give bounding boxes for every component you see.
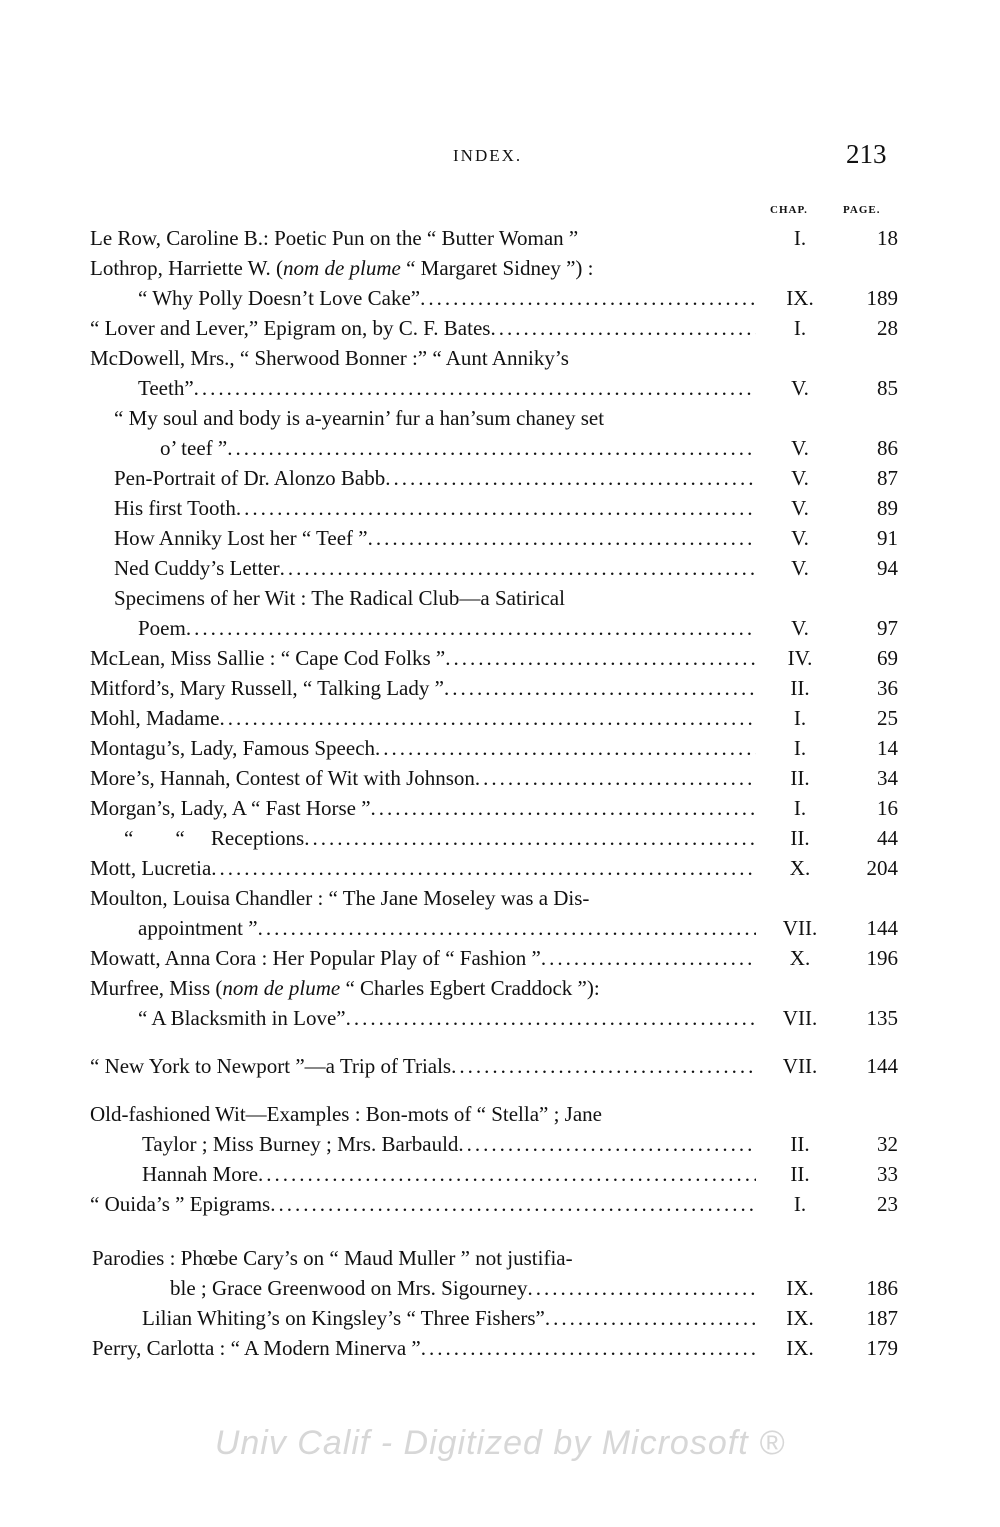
leader-dots xyxy=(475,766,756,791)
entry-text-label: “ A Blacksmith in Love” xyxy=(138,1006,346,1030)
chap-column-heading: CHAP. xyxy=(770,204,808,216)
entry-page: 69 xyxy=(877,646,898,670)
leader-dots xyxy=(385,466,756,491)
entry-chapter: I. xyxy=(793,706,807,730)
entry-text-label: Perry, Carlotta : “ A Modern Minerva ” xyxy=(92,1336,421,1360)
entry-text xyxy=(142,1162,756,1187)
entry-text-label: “ Why Polly Doesn’t Love Cake” xyxy=(138,286,421,310)
index-entry xyxy=(0,1306,1000,1336)
entry-page: 89 xyxy=(877,496,898,520)
index-entry xyxy=(0,676,1000,706)
leader-dots xyxy=(219,706,756,731)
leader-dots xyxy=(545,1306,756,1331)
entry-page: 204 xyxy=(866,856,898,880)
leader-dots xyxy=(444,676,756,701)
entry-text-label: Teeth” xyxy=(138,376,194,400)
entry-text xyxy=(124,826,756,851)
entry-chapter: I. xyxy=(793,226,807,250)
leader-dots xyxy=(371,796,756,821)
leader-dots xyxy=(375,736,756,761)
index-entry xyxy=(0,466,1000,496)
entry-text xyxy=(90,976,600,1001)
index-entry xyxy=(0,496,1000,526)
entry-text xyxy=(90,1054,756,1079)
entry-text-part: Murfree, Miss ( xyxy=(90,976,223,1000)
entry-page: 23 xyxy=(877,1192,898,1216)
entry-text-label: Mohl, Madame xyxy=(90,706,220,730)
entry-page: 32 xyxy=(877,1132,898,1156)
entry-page: 28 xyxy=(877,316,898,340)
entry-text: Le Row, Caroline B.: Poetic Pun on the “ Butter Woman ” xyxy=(90,226,579,250)
leader-dots xyxy=(211,856,756,881)
index-entry xyxy=(0,256,1000,286)
index-entry xyxy=(0,946,1000,976)
entry-text: Moulton, Louisa Chandler : “ The Jane Moseley was a Dis- xyxy=(90,886,590,910)
entry-text-label: Montagu’s, Lady, Famous Speech xyxy=(90,736,376,760)
index-entry xyxy=(0,796,1000,826)
entry-chapter: II. xyxy=(790,826,810,850)
index-entry xyxy=(0,826,1000,856)
digitization-watermark: Univ Calif - Digitized by Microsoft ® xyxy=(214,1424,786,1462)
entry-text xyxy=(142,1306,756,1331)
entry-chapter: IV. xyxy=(787,646,813,670)
entry-text-label: ble ; Grace Greenwood on Mrs. Sigourney xyxy=(170,1276,528,1300)
index-entry xyxy=(0,1276,1000,1306)
entry-chapter: V. xyxy=(791,496,809,520)
entry-page: 86 xyxy=(877,436,898,460)
entry-text xyxy=(90,946,756,971)
entry-page: 87 xyxy=(877,466,898,490)
entry-chapter: I. xyxy=(793,316,807,340)
entry-page: 85 xyxy=(877,376,898,400)
running-head xyxy=(0,139,1000,173)
entry-page: 144 xyxy=(866,1054,898,1078)
entry-text xyxy=(90,856,756,881)
leader-dots xyxy=(258,916,756,941)
entry-text xyxy=(138,376,756,401)
index-entry xyxy=(0,1192,1000,1222)
entry-text-part: Lothrop, Harriette W. ( xyxy=(90,256,284,280)
entry-text-italic: nom de plume xyxy=(222,976,341,1000)
entry-text-label: His first Tooth xyxy=(114,496,236,520)
entry-page: 94 xyxy=(877,556,898,580)
entry-chapter: V. xyxy=(791,556,809,580)
entry-text: Old-fashioned Wit—Examples : Bon-mots of “ Stella” ; Jane xyxy=(90,1102,602,1126)
index-entry xyxy=(0,286,1000,316)
entry-page: 186 xyxy=(866,1276,898,1300)
leader-dots xyxy=(194,376,756,401)
entry-text-label: Poem xyxy=(138,616,186,640)
index-entry xyxy=(0,856,1000,886)
entry-page: 97 xyxy=(877,616,898,640)
leader-dots xyxy=(541,946,756,971)
page-number: 213 xyxy=(846,139,887,169)
entry-text-label: “ New York to Newport ”—a Trip of Trials xyxy=(90,1054,452,1078)
entry-text: Specimens of her Wit : The Radical Club—a Satirical xyxy=(114,586,565,610)
entry-chapter: IX. xyxy=(786,286,814,310)
leader-dots xyxy=(421,1336,756,1361)
entry-chapter: VII. xyxy=(782,916,818,940)
entry-page: 187 xyxy=(866,1306,898,1330)
index-entry xyxy=(0,1102,1000,1132)
leader-dots xyxy=(236,496,756,521)
entry-chapter: I. xyxy=(793,1192,807,1216)
leader-dots xyxy=(451,1054,756,1079)
entry-page: 36 xyxy=(877,676,898,700)
leader-dots xyxy=(258,1162,756,1187)
index-entry xyxy=(0,316,1000,346)
entry-text-label: Ned Cuddy’s Letter xyxy=(114,556,280,580)
entry-chapter: IX. xyxy=(786,1276,814,1300)
entry-page: 14 xyxy=(877,736,898,760)
entry-chapter: II. xyxy=(790,766,810,790)
entry-page: 25 xyxy=(877,706,898,730)
index-entry xyxy=(0,376,1000,406)
leader-dots xyxy=(280,556,756,581)
entry-text: McDowell, Mrs., “ Sherwood Bonner :” “ Aunt Anniky’s xyxy=(90,346,569,370)
entry-page: 18 xyxy=(877,226,898,250)
page-column-heading: PAGE. xyxy=(843,204,881,216)
entry-chapter: IX. xyxy=(786,1336,814,1360)
index-entry xyxy=(0,1246,1000,1276)
entry-page: 44 xyxy=(877,826,898,850)
entry-text xyxy=(114,466,756,491)
entry-text-part: “ Charles Egbert Craddock ”): xyxy=(340,976,600,1000)
column-headings xyxy=(0,204,1000,218)
entry-page: 189 xyxy=(866,286,898,310)
entry-page: 135 xyxy=(866,1006,898,1030)
entry-text xyxy=(90,646,756,671)
entry-text xyxy=(160,436,756,461)
entry-text-label: o’ teef ” xyxy=(160,436,228,460)
entry-page: 33 xyxy=(877,1162,898,1186)
entry-text xyxy=(90,736,756,761)
entry-chapter: II. xyxy=(790,1132,810,1156)
index-entry xyxy=(0,556,1000,586)
entry-text-label: Taylor ; Miss Burney ; Mrs. Barbauld xyxy=(142,1132,459,1156)
entry-text-label: “ Ouida’s ” Epigrams xyxy=(90,1192,271,1216)
entry-text xyxy=(114,526,756,551)
entry-text-italic: nom de plume xyxy=(283,256,401,280)
entry-text xyxy=(90,316,756,341)
entry-chapter: VII. xyxy=(782,1006,818,1030)
leader-dots xyxy=(346,1006,756,1031)
leader-dots xyxy=(445,646,756,671)
index-entry xyxy=(0,1054,1000,1084)
entry-text xyxy=(92,1336,756,1361)
leader-dots xyxy=(270,1192,756,1217)
index-entry xyxy=(0,1006,1000,1036)
entry-text xyxy=(138,916,756,941)
entry-text-label: Mowatt, Anna Cora : Her Popular Play of “ Fashion ” xyxy=(90,946,541,970)
index-entry xyxy=(0,226,1000,256)
entry-text-label: “ “ Receptions xyxy=(124,826,305,850)
entry-text xyxy=(90,256,593,281)
index-entry xyxy=(0,1336,1000,1366)
entry-text-label: Mott, Lucretia xyxy=(90,856,212,880)
leader-dots xyxy=(368,526,756,551)
entry-text: “ My soul and body is a-yearnin’ fur a han’sum chaney set xyxy=(114,406,605,430)
entry-text xyxy=(90,766,756,791)
entry-text-label: appointment ” xyxy=(138,916,258,940)
entry-text xyxy=(114,496,756,521)
index-entry xyxy=(0,736,1000,766)
running-title: INDEX. xyxy=(453,146,523,165)
entry-chapter: II. xyxy=(790,1162,810,1186)
entry-text-label: “ Lover and Lever,” Epigram on, by C. F. Bates xyxy=(90,316,491,340)
entry-text-label: McLean, Miss Sallie : “ Cape Cod Folks ” xyxy=(90,646,446,670)
index-entry xyxy=(0,1132,1000,1162)
index-entry xyxy=(0,1162,1000,1192)
entry-text-label: Pen-Portrait of Dr. Alonzo Babb xyxy=(114,466,386,490)
leader-dots xyxy=(458,1132,756,1157)
entry-page: 16 xyxy=(877,796,898,820)
entry-text xyxy=(90,676,756,701)
entry-chapter: IX. xyxy=(786,1306,814,1330)
entry-chapter: X. xyxy=(789,946,811,970)
entry-chapter: V. xyxy=(791,616,809,640)
entry-text-label: Lilian Whiting’s on Kingsley’s “ Three Fishers” xyxy=(142,1306,545,1330)
entry-text: Parodies : Phœbe Cary’s on “ Maud Muller ” not justifia- xyxy=(92,1246,573,1270)
leader-dots xyxy=(227,436,756,461)
index-entry xyxy=(0,586,1000,616)
entry-text-label: Hannah More xyxy=(142,1162,259,1186)
entry-text xyxy=(90,1192,756,1217)
entry-page: 179 xyxy=(866,1336,898,1360)
entry-text-label: How Anniky Lost her “ Teef ” xyxy=(114,526,368,550)
index-entry xyxy=(0,766,1000,796)
leader-dots xyxy=(528,1276,757,1301)
entry-page: 91 xyxy=(877,526,898,550)
entry-page: 34 xyxy=(877,766,898,790)
entry-text-label: Mitford’s, Mary Russell, “ Talking Lady ” xyxy=(90,676,444,700)
entry-chapter: X. xyxy=(789,856,811,880)
index-entry xyxy=(0,706,1000,736)
index-entry xyxy=(0,526,1000,556)
index-entry xyxy=(0,886,1000,916)
entry-text-part: “ Margaret Sidney ”) : xyxy=(400,256,594,280)
entry-chapter: VII. xyxy=(782,1054,818,1078)
index-entry xyxy=(0,616,1000,646)
index-entry xyxy=(0,646,1000,676)
index-entry xyxy=(0,406,1000,436)
leader-dots xyxy=(420,286,756,311)
entry-chapter: V. xyxy=(791,526,809,550)
entry-text xyxy=(138,286,756,311)
entry-chapter: I. xyxy=(793,796,807,820)
entry-chapter: II. xyxy=(790,676,810,700)
entry-text xyxy=(142,1132,756,1157)
entry-text xyxy=(170,1276,756,1301)
entry-text xyxy=(90,796,756,821)
entry-chapter: V. xyxy=(791,376,809,400)
index-entry xyxy=(0,436,1000,466)
entry-chapter: V. xyxy=(791,436,809,460)
entry-text-label: More’s, Hannah, Contest of Wit with Johnson xyxy=(90,766,475,790)
entry-text-label: Morgan’s, Lady, A “ Fast Horse ” xyxy=(90,796,371,820)
entry-text xyxy=(114,556,756,581)
entry-text xyxy=(138,616,756,641)
entry-chapter: I. xyxy=(793,736,807,760)
leader-dots xyxy=(490,316,756,341)
entry-chapter: V. xyxy=(791,466,809,490)
entry-page: 196 xyxy=(866,946,898,970)
index-entry xyxy=(0,346,1000,376)
entry-text xyxy=(90,706,756,731)
leader-dots xyxy=(186,616,756,641)
entry-text xyxy=(138,1006,756,1031)
entry-page: 144 xyxy=(866,916,898,940)
leader-dots xyxy=(304,826,756,851)
index-entry xyxy=(0,976,1000,1006)
index-entry xyxy=(0,916,1000,946)
